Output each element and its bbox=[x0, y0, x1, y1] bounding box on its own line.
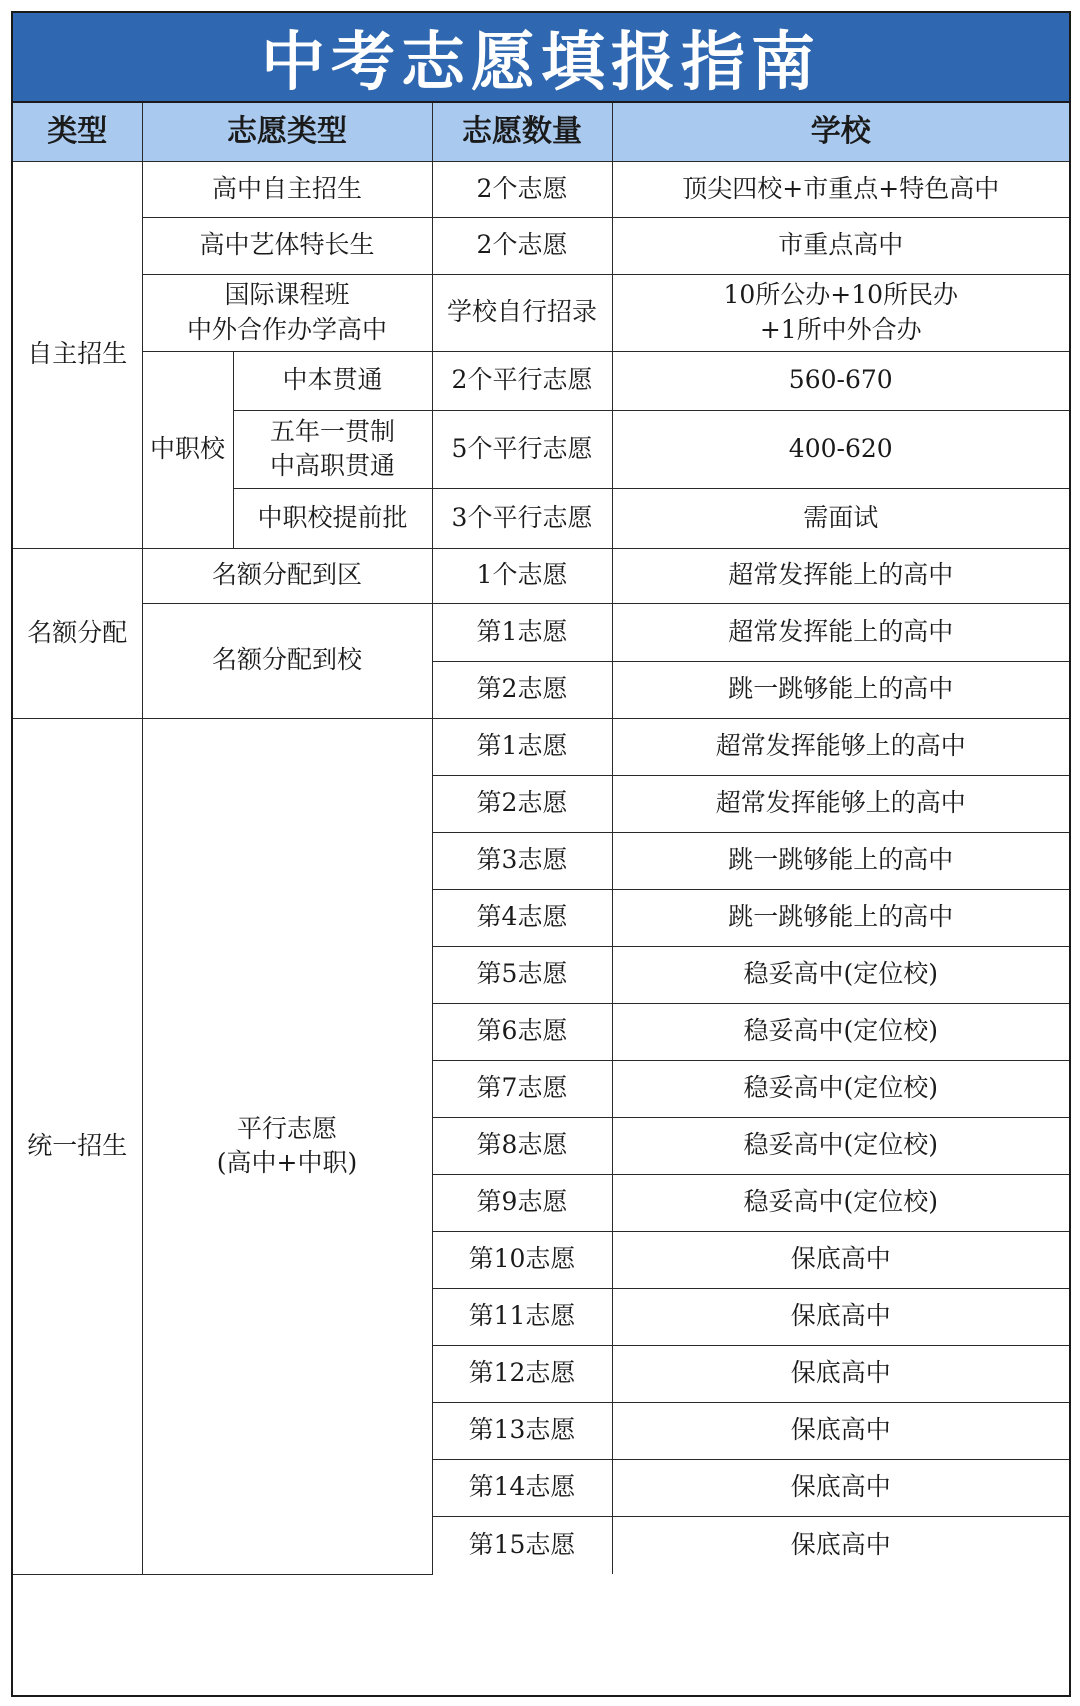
school-cell bbox=[612, 274, 1069, 351]
kind-cell: 中本贯通 bbox=[233, 351, 432, 410]
header-count: 志愿数量 bbox=[432, 103, 612, 161]
kind-cell bbox=[233, 410, 432, 488]
count-cell: 5个平行志愿 bbox=[432, 410, 612, 488]
school-cell: 保底高中 bbox=[612, 1345, 1069, 1402]
kind-cell: 中职校提前批 bbox=[233, 488, 432, 548]
kind-line: 中高职贯通 bbox=[269, 451, 395, 480]
count-cell: 3个平行志愿 bbox=[432, 488, 612, 548]
school-cell: 稳妥高中(定位校) bbox=[612, 1003, 1069, 1060]
count-cell: 第1志愿 bbox=[432, 603, 612, 661]
count-cell: 第8志愿 bbox=[432, 1117, 612, 1174]
school-cell: 保底高中 bbox=[612, 1516, 1069, 1574]
count-cell: 第12志愿 bbox=[432, 1345, 612, 1402]
kind-cell: 高中艺体特长生 bbox=[142, 217, 432, 274]
header-row bbox=[13, 103, 1069, 161]
school-cell: 超常发挥能上的高中 bbox=[612, 603, 1069, 661]
count-cell: 第2志愿 bbox=[432, 775, 612, 832]
guide-table bbox=[13, 103, 1069, 1575]
count-cell: 第6志愿 bbox=[432, 1003, 612, 1060]
table-row bbox=[13, 718, 1069, 775]
school-cell: 560-670 bbox=[612, 351, 1069, 410]
count-cell: 第15志愿 bbox=[432, 1516, 612, 1574]
group-label-tongyi: 统一招生 bbox=[13, 718, 142, 1574]
school-cell: 稳妥高中(定位校) bbox=[612, 1117, 1069, 1174]
count-cell: 第4志愿 bbox=[432, 889, 612, 946]
school-cell: 超常发挥能上的高中 bbox=[612, 548, 1069, 603]
school-cell: 顶尖四校+市重点+特色高中 bbox=[612, 161, 1069, 217]
count-cell: 第1志愿 bbox=[432, 718, 612, 775]
school-cell: 保底高中 bbox=[612, 1231, 1069, 1288]
kind-cell: 名额分配到区 bbox=[142, 548, 432, 603]
school-cell: 稳妥高中(定位校) bbox=[612, 1060, 1069, 1117]
school-cell: 稳妥高中(定位校) bbox=[612, 946, 1069, 1003]
kind-cell: 名额分配到校 bbox=[142, 603, 432, 718]
school-cell: 超常发挥能够上的高中 bbox=[612, 718, 1069, 775]
school-cell: 跳一跳够能上的高中 bbox=[612, 889, 1069, 946]
table-row bbox=[13, 548, 1069, 603]
table-row bbox=[13, 217, 1069, 274]
school-cell: 稳妥高中(定位校) bbox=[612, 1174, 1069, 1231]
table-row bbox=[13, 603, 1069, 661]
kind-cell: 高中自主招生 bbox=[142, 161, 432, 217]
count-cell: 2个平行志愿 bbox=[432, 351, 612, 410]
school-cell: 市重点高中 bbox=[612, 217, 1069, 274]
kind-line: 平行志愿 bbox=[236, 1113, 337, 1143]
table-row bbox=[13, 351, 1069, 410]
kind-cell bbox=[142, 718, 432, 1574]
kind-cell bbox=[142, 274, 432, 351]
school-cell: 跳一跳够能上的高中 bbox=[612, 661, 1069, 718]
kind-line: 五年一贯制 bbox=[269, 416, 395, 446]
count-cell: 第3志愿 bbox=[432, 832, 612, 889]
school-cell: 保底高中 bbox=[612, 1402, 1069, 1459]
count-cell: 2个志愿 bbox=[432, 217, 612, 274]
kind-line: 国际课程班 bbox=[224, 280, 350, 309]
kind-line: 中外合作办学高中 bbox=[186, 314, 387, 344]
school-cell: 跳一跳够能上的高中 bbox=[612, 832, 1069, 889]
count-cell: 第7志愿 bbox=[432, 1060, 612, 1117]
count-cell: 第10志愿 bbox=[432, 1231, 612, 1288]
count-cell: 第9志愿 bbox=[432, 1174, 612, 1231]
header-school: 学校 bbox=[612, 103, 1069, 161]
count-cell: 2个志愿 bbox=[432, 161, 612, 217]
school-cell: 保底高中 bbox=[612, 1459, 1069, 1516]
school-cell: 超常发挥能够上的高中 bbox=[612, 775, 1069, 832]
count-cell: 第11志愿 bbox=[432, 1288, 612, 1345]
header-type: 类型 bbox=[13, 103, 142, 161]
count-cell: 第14志愿 bbox=[432, 1459, 612, 1516]
header-kind: 志愿类型 bbox=[142, 103, 432, 161]
table-row bbox=[13, 161, 1069, 217]
school-line: 10所公办+10所民办 bbox=[723, 280, 959, 309]
school-cell: 400-620 bbox=[612, 410, 1069, 488]
group-label-minge: 名额分配 bbox=[13, 548, 142, 718]
table-row bbox=[13, 274, 1069, 351]
group-label-zizhu: 自主招生 bbox=[13, 161, 142, 548]
school-line: +1所中外合办 bbox=[759, 314, 922, 344]
school-cell: 需面试 bbox=[612, 488, 1069, 548]
school-cell: 保底高中 bbox=[612, 1288, 1069, 1345]
count-cell: 学校自行招录 bbox=[432, 274, 612, 351]
count-cell: 1个志愿 bbox=[432, 548, 612, 603]
count-cell: 第5志愿 bbox=[432, 946, 612, 1003]
guide-sheet bbox=[11, 11, 1071, 1697]
page-title: 中考志愿填报指南 bbox=[13, 13, 1069, 103]
count-cell: 第2志愿 bbox=[432, 661, 612, 718]
count-cell: 第13志愿 bbox=[432, 1402, 612, 1459]
subgroup-label-zhongzhi: 中职校 bbox=[142, 351, 233, 548]
kind-line: (高中+中职) bbox=[216, 1148, 358, 1177]
